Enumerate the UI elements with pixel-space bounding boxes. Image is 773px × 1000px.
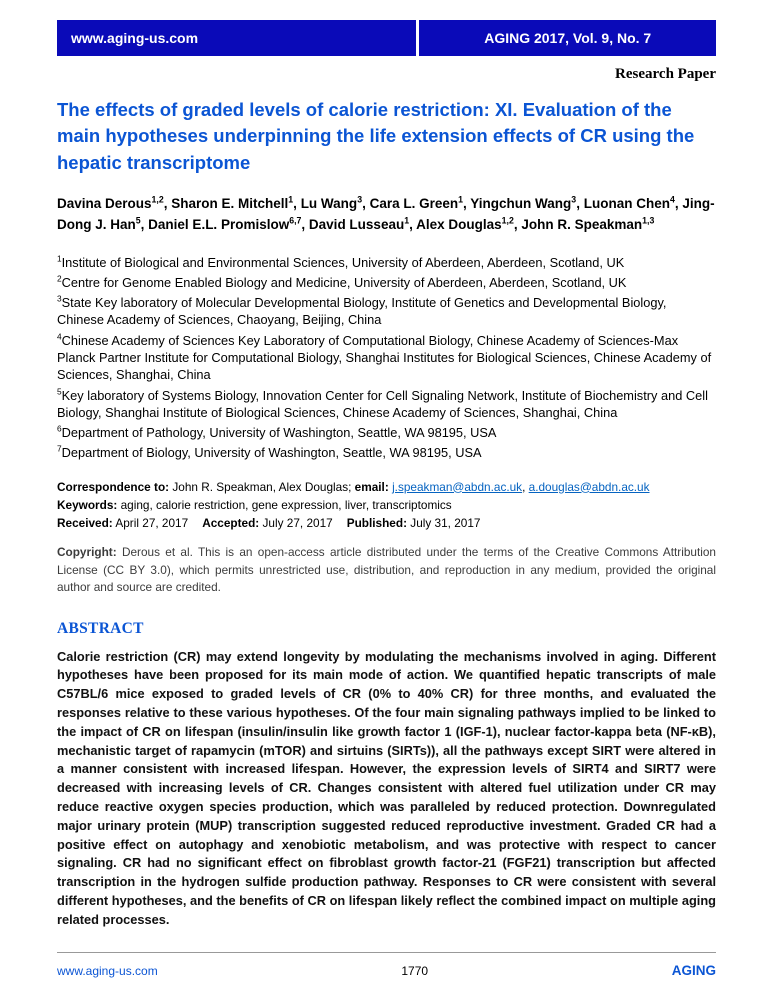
copyright-block — [57, 544, 716, 595]
author-name: Jing-Dong J. Han$^5$, — [57, 195, 715, 232]
author-list — [57, 194, 716, 236]
email-link[interactable]: a.douglas@abdn.ac.uk — [528, 479, 650, 494]
received-label: Received: — [57, 516, 113, 531]
header-issue-text: AGING 2017, Vol. 9, No. 7 — [484, 30, 652, 46]
author-name: David Lusseau$^1$, — [308, 215, 417, 232]
author-name: Daniel E.L. Promislow$^{6,7}$, — [148, 215, 309, 232]
keywords-line — [57, 496, 716, 514]
affiliation-item: $^6$Department of Pathology, University of Washington, Seattle, WA 98195, USA — [57, 423, 497, 441]
author-name: Alex Douglas$^{1,2}$, — [416, 215, 522, 232]
author-name: John R. Speakman$^{1,3}$ — [521, 215, 655, 232]
header-site-text: www.aging-us.com — [71, 30, 199, 46]
page-footer — [57, 952, 716, 978]
abstract-text: Calorie restriction (CR) may extend longevity by modulating the mechanisms involved in aging. Different hypotheses have been proposed for its main mode of action. We quantified hepatic transcripts of male C57BL/6 mice exposed to graded levels of CR (0% to 40% CR) for three months, and evaluated the responses relative to these various hypotheses. Of the four main signaling pathways implied to be linked to the impact of CR on lifespan (insulin/insulin like growth factor 1 (IGF-1), nuclear factor-kappa beta (NF-κB), mechanistic target of rapamycin (mTOR) and sirtuins (SIRTs)), all the pathways except SIRT were altered in a manner consistent with increased lifespan. However, the expression levels of SIRT4 and SIRT7 were decreased with increasing levels of CR. Changes consistent with altered fuel utilization under CR may reduce reactive oxygen species production, which was paralleled by reduced protection. Downregulated major urinary protein (MUP) transcription suggested reduced reproductive investment. Graded CR had a positive effect on autophagy and xenobiotic metabolism, and was protective with respect to cancer signaling. CR had no significant effect on fibroblast growth factor-21 (FGF21) transcription but affected transcription in the hydrogen sulfide production pathway. Responses to CR were consistent with several different hypotheses, and the benefits of CR on lifespan likely reflect the combined impact on multiple aging related processes. — [57, 648, 716, 927]
keywords-text: aging, calorie restriction, gene expression, liver, transcriptomics — [117, 497, 452, 512]
footer-site-url: www.aging-us.com — [57, 964, 158, 978]
keywords-label: Keywords: — [57, 497, 118, 512]
dates-line — [57, 514, 716, 532]
research-paper-label: Research Paper — [615, 66, 716, 82]
affiliation-item: $^1$Institute of Biological and Environmental Sciences, University of Aberdeen, Aberdeen, Scotland, UK — [57, 253, 625, 270]
author-name: Cara L. Green$^1$, — [369, 194, 471, 211]
affiliation-item: $^7$Department of Biology, University of Washington, Seattle, WA 98195, USA — [57, 444, 482, 461]
header-issue-label — [419, 20, 716, 56]
published-label: Published: — [346, 516, 408, 531]
published-value: July 31, 2017 — [407, 516, 481, 531]
author-name: Luonan Chen$^4$, — [583, 194, 683, 211]
affiliation-item: $^4$Chinese Academy of Sciences Key Laboratory of Computational Biology, Chinese Academy of Sciences-Max Planck Partner Institute for Computational Biology, Shanghai Institutes for Biological Sciences, Chinese Academy of Sciences, Shanghai, China — [57, 331, 712, 383]
email-link[interactable]: j.speakman@abdn.ac.uk — [392, 479, 523, 494]
author-name: Yingchun Wang$^3$, — [470, 194, 584, 211]
copyright-label: Copyright: — [57, 545, 117, 560]
author-name: Lu Wang$^3$, — [300, 194, 370, 211]
article-meta-block — [57, 478, 716, 533]
correspondence-label: Correspondence to: — [57, 479, 170, 494]
affiliation-list — [57, 254, 716, 462]
footer-page-number: 1770 — [401, 964, 429, 978]
header-site-url — [57, 20, 419, 56]
accepted-value: July 27, 2017 — [259, 516, 333, 531]
affiliation-item: $^2$Centre for Genome Enabled Biology and Medicine, University of Aberdeen, Aberdeen, Scotland, UK — [57, 273, 627, 290]
correspondence-names: John R. Speakman, Alex Douglas; — [169, 479, 355, 494]
footer-journal-name: AGING — [671, 963, 716, 978]
copyright-text: Derous et al. This is an open-access article distributed under the terms of the Creative Commons Attribution License (CC BY 3.0), which permits unrestricted use, distribution, and reproduction in any medium, provided the original author and source are credited. — [57, 545, 716, 594]
email-label: email: — [354, 479, 389, 494]
received-value: April 27, 2017 — [112, 516, 189, 531]
email-links: j.speakman@abdn.ac.uk, a.douglas@abdn.ac.uk — [392, 479, 650, 494]
correspondence-line — [57, 478, 716, 496]
affiliation-item: $^5$Key laboratory of Systems Biology, Innovation Center for Cell Signaling Network, Institute of Biochemistry and Cell Biology, Shanghai Institute of Biological Sciences, Chinese Academy of Sciences, Shanghai, China — [57, 386, 708, 420]
affiliation-item: $^3$State Key laboratory of Molecular Developmental Biology, Institute of Genetics and Developmental Biology, Chinese Academy of Sciences, Chaoyang, Beijing, China — [57, 293, 667, 328]
author-name: Davina Derous$^{1,2}$, — [57, 194, 172, 211]
accepted-label: Accepted: — [202, 516, 260, 531]
journal-header-bar — [57, 20, 716, 56]
author-name: Sharon E. Mitchell$^1$, — [171, 194, 301, 211]
article-title: The effects of graded levels of calorie restriction: XI. Evaluation of the main hypotheses underpinning the life extension effects of CR using the hepatic transcriptome — [57, 99, 695, 173]
abstract-heading: ABSTRACT — [57, 619, 144, 637]
